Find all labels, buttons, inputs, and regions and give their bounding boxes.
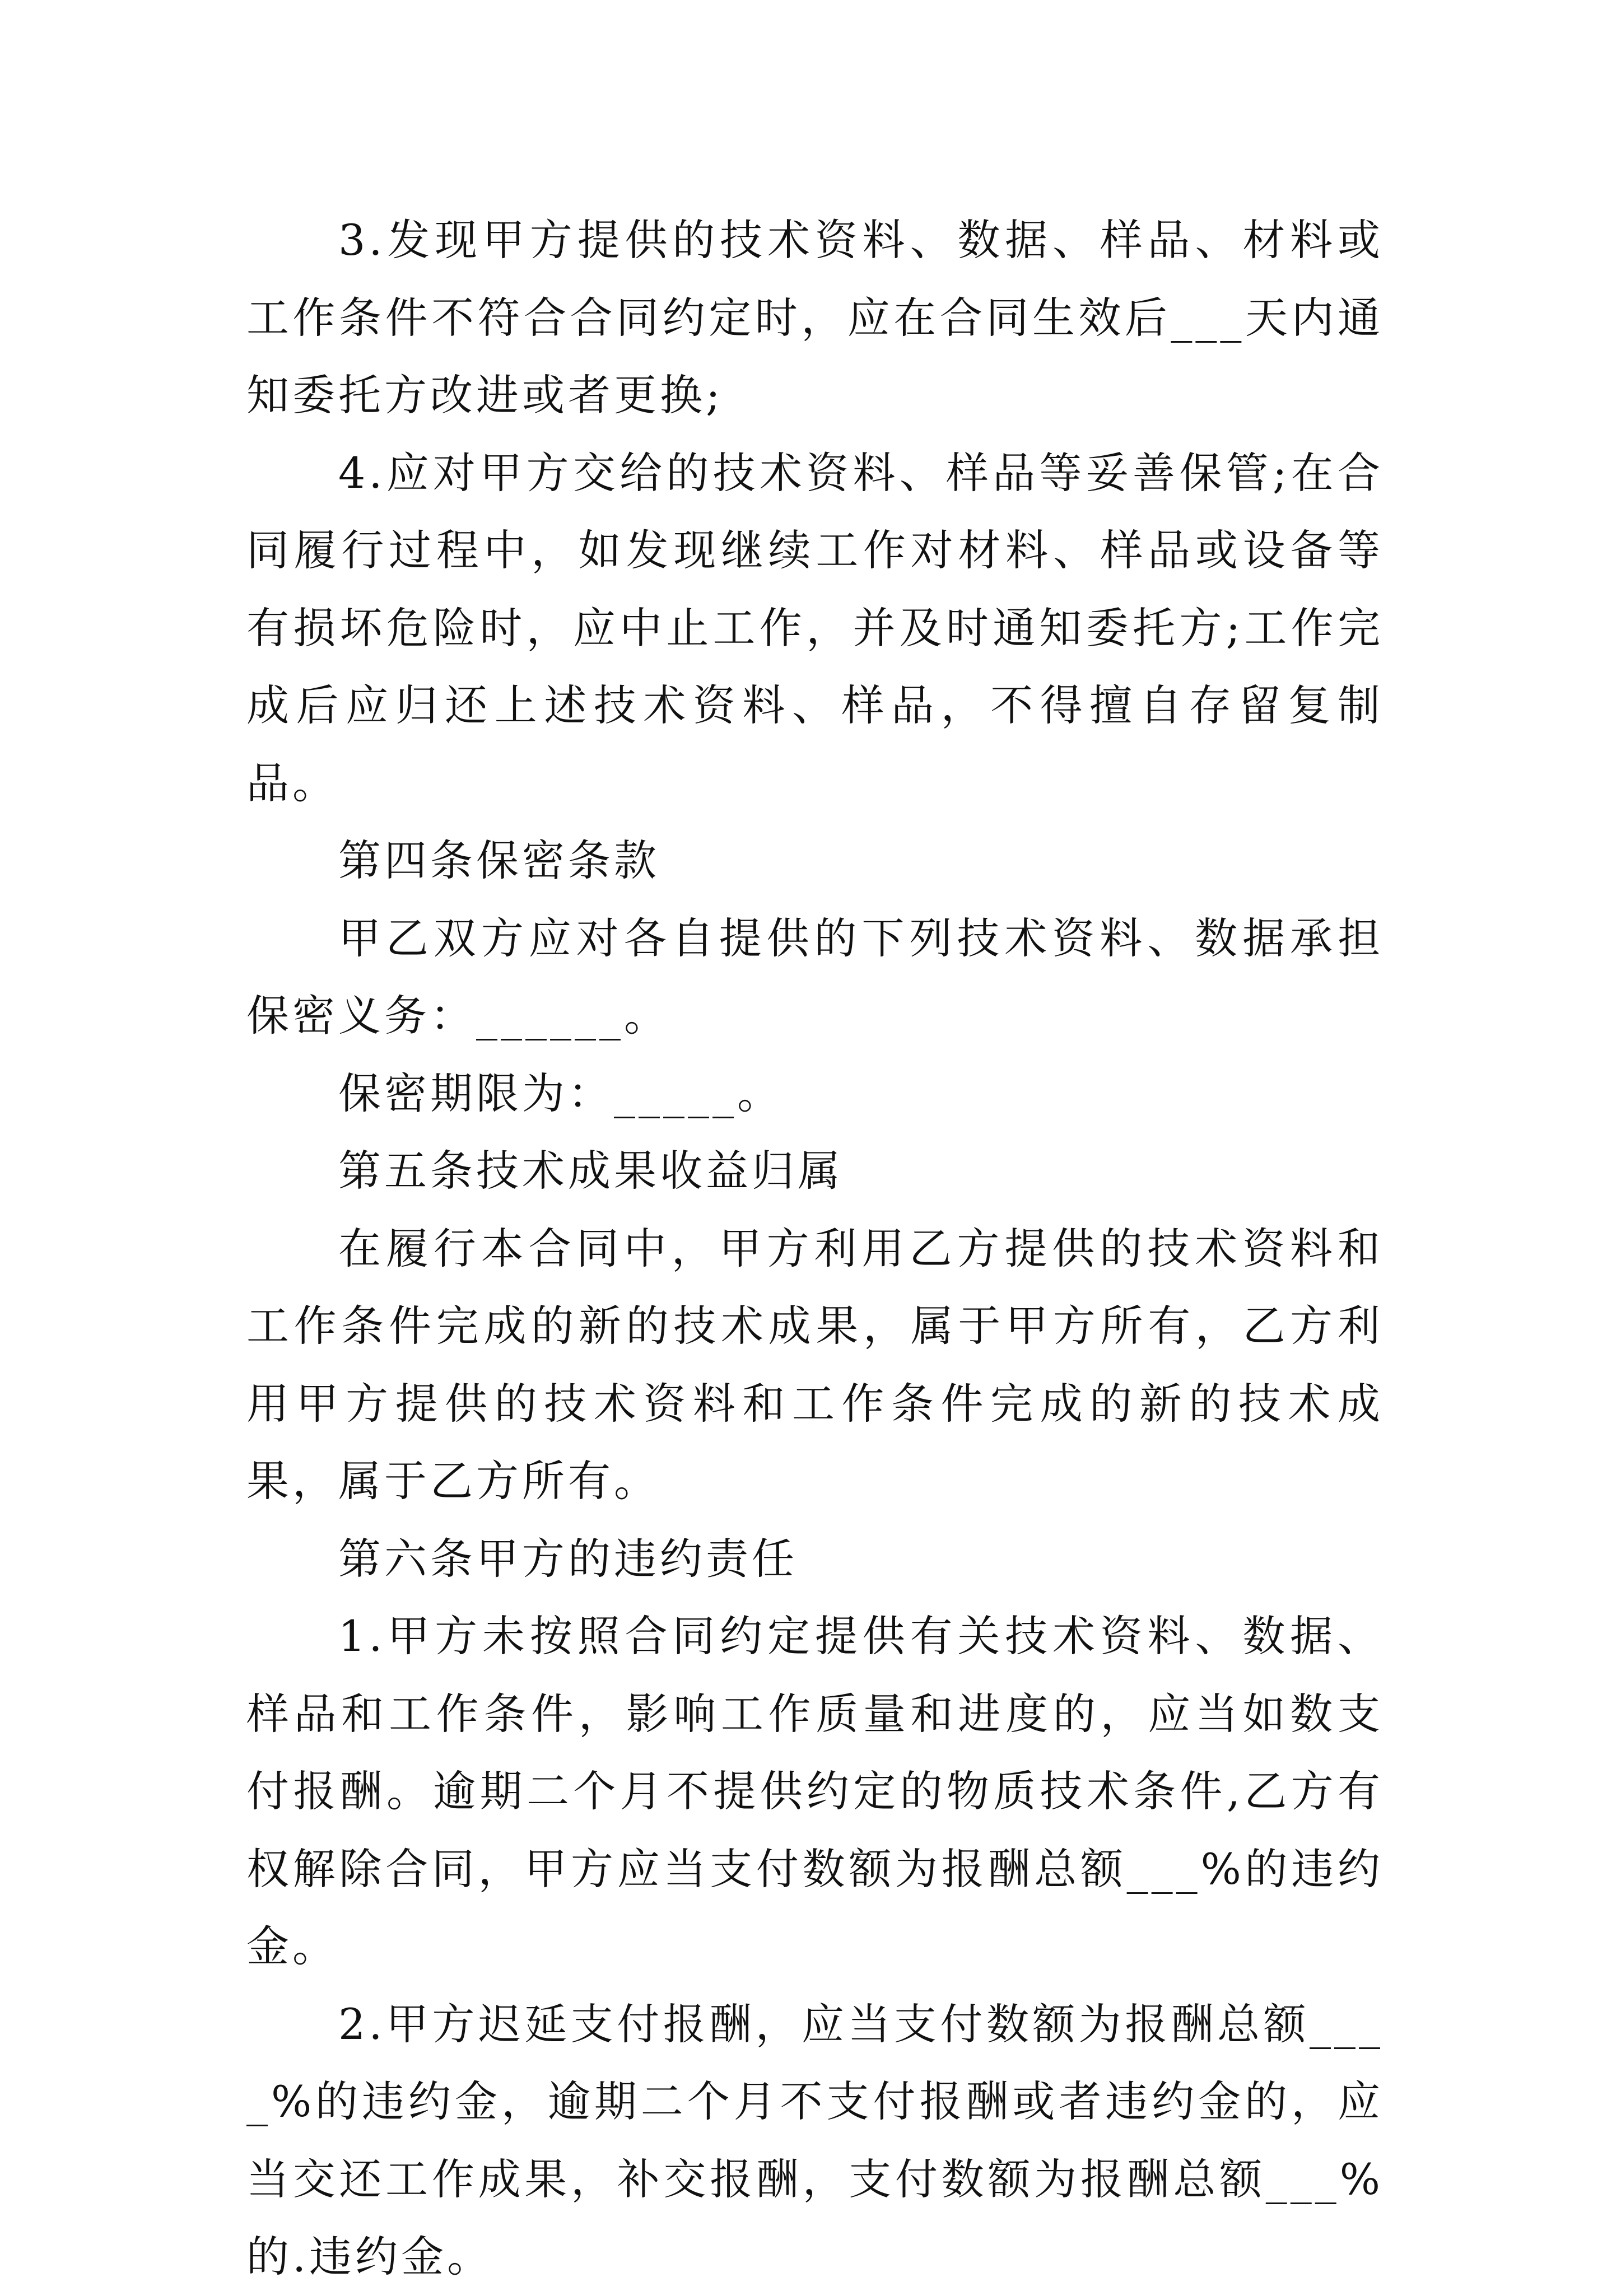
clause-item-3: 3.发现甲方提供的技术资料、数据、样品、材料或工作条件不符合合同约定时，应在合同生效后___天内通知委托方改进或者更换; <box>246 215 1384 420</box>
article-5-heading: 第五条技术成果收益归属 <box>338 1146 844 1196</box>
article-6-heading: 第六条甲方的违约责任 <box>338 1533 798 1584</box>
article-4-heading: 第四条保密条款 <box>338 836 660 885</box>
document-body <box>246 202 1384 2296</box>
article-4-body: 甲乙双方应对各自提供的下列技术资料、数据承担保密义务：______。 <box>246 913 1384 1040</box>
article-6-item-1: 1.甲方未按照合同约定提供有关技术资料、数据、样品和工作条件，影响工作质量和进度的，应当如数支付报酬。逾期二个月不提供约定的物质技术条件,乙方有权解除合同，甲方应当支付数额为报酬总额___%的违约金。 <box>246 1611 1384 1971</box>
article-4-term: 保密期限为：_____。 <box>338 1068 783 1118</box>
clause-item-4: 4.应对甲方交给的技术资料、样品等妥善保管;在合同履行过程中，如发现继续工作对材料、样品或设备等有损坏危险时，应中止工作，并及时通知委托方;工作完成后应归还上述技术资料、样品，不得擅自存留复制品。 <box>246 447 1384 808</box>
article-6-item-2: 2.甲方迟延支付报酬，应当支付数额为报酬总额____%的违约金，逾期二个月不支付报酬或者违约金的，应当交还工作成果，补交报酬，支付数额为报酬总额___%的.违约金。 <box>246 1999 1384 2281</box>
article-5-body: 在履行本合同中，甲方利用乙方提供的技术资料和工作条件完成的新的技术成果，属于甲方所有，乙方利用甲方提供的技术资料和工作条件完成的新的技术成果，属于乙方所有。 <box>246 1223 1384 1506</box>
